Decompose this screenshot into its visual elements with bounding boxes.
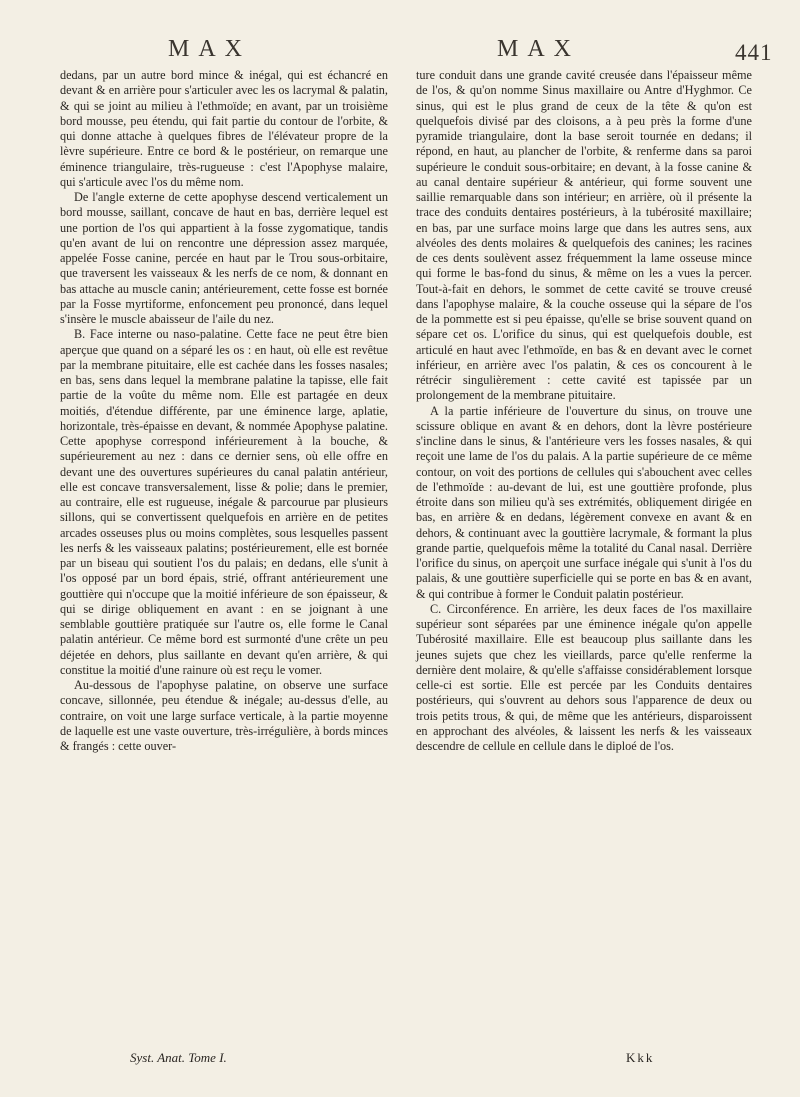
paragraph: C. Circonférence. En arrière, les deux faces de l'os maxillaire supérieur sont séparées par une éminence inégale qu'on appelle Tubérosité maxillaire. Elle est beaucoup plus saillante dans les jeunes sujets que chez les vieillards, parce qu'elle renferme la dernière dent molaire, & qu'elle s'affaisse considérablement lorsque celle-ci est sortie. Elle est percée par les Conduits dentaires postérieurs, qui s'ouvrent au dehors sous l'apparence de deux ou trois petits trous, & qui, de même que les antérieurs, disparoissent en approchant des alvéoles, & laissent les nerfs & les vaisseaux descendre de cellule en cellule dans le diploé de l'os. [416, 601, 752, 753]
paragraph: B. Face interne ou naso-palatine. Cette face ne peut être bien aperçue que quand on a séparé les os : en haut, où elle est revêtue par la membrane pituitaire, elle est cachée dans les fosses nasales; en bas, sens dans lequel la membrane palatine la tapisse, elle fait partie de la voûte du même nom. Elle est partagée en deux moitiés, d'étendue différente, par une éminence large, aplatie, horizontale, très-épaisse en devant, & nommée Apophyse palatine. Cette apophyse correspond inférieurement à la bouche, & supérieurement au nez : dans ce dernier sens, où elle offre en devant une des ouvertures supérieures du canal palatin antérieur, elle est concave transversalement, lisse & polie; dans le premier, au contraire, elle est rugueuse, inégale & parcourue par plusieurs sillons, qui se convertissent quelquefois en arrière en de petites arcades osseuses plus ou moins complètes, sous lesquelles passent les nerfs & les vaisseaux palatins; postérieurement, elle est bornée par un biseau qui soutient l'os du palais; en dedans, elle s'unit à l'os opposé par un bord épais, strié, offrant antérieurement une gouttière qui n'occupe que la moitié inférieure de son épaisseur, & qui se dirige obliquement en avant : en se joignant à une semblable gouttière pratiquée sur l'autre os, elle forme le Canal palatin antérieur. Ce même bord est surmonté d'une crête un peu déjetée en dehors, plus saillante en devant qu'en arrière, & qui constitue la moitié d'une rainure où est reçu le vomer. [60, 327, 388, 677]
signature-mark: Kkk [626, 1050, 655, 1065]
paragraph: dedans, par un autre bord mince & inégal, qui est échancré en devant & en arrière pour s'articuler avec les os lacrymal & palatin, & qui se joint au milieu à l'ethmoïde; en avant, par un troisième bord mousse, peu étendu, qui fait partie du contour de l'orbite, & qui donne attache à quelques fibres de l'élévateur propre de la lèvre supérieure. Entre ce bord & le postérieur, on remarque une éminence triangulaire, très-rugueuse : c'est l'Apophyse malaire, qui s'articule avec l'os du même nom. [60, 68, 388, 189]
page-number: 441 [735, 40, 773, 65]
paragraph: ture conduit dans une grande cavité creusée dans l'épaisseur même de l'os, & qu'on nomme Sinus maxillaire ou Antre d'Hyghmor. Ce sinus, qui est le plus grand de ceux de la tête & qu'on est quelquefois divisé par des cloisons, a à peu près la forme d'une pyramide triangulaire, dont la base seroit tournée en dedans; il répond, en haut, au plancher de l'orbite, & renferme dans sa paroi supérieure le conduit sous-orbitaire; en devant, à la fosse canine & au canal dentaire supérieur & antérieur, qui forme souvent une saillie remarquable dans son intérieur; en arrière, où il présente la trace des conduits dentaires postérieurs, à la tubérosité maxillaire; en bas, par une surface moins large que dans les autres sens, aux alvéoles des dents molaires & quelquefois des canines; les racines de ces dents soulèvent assez fréquemment la lame osseuse mince qui forme le bas-fond du sinus, & même on les a vues la percer. Tout-à-fait en dehors, le sommet de cette cavité se trouve creusé dans l'apophyse malaire, & la couche osseuse qui la sépare de l'os de la pommette est si peu épaisse, qu'elle se brise souvent quand on sépare cet os. L'orifice du sinus, qui est quelquefois double, est articulé en haut avec l'ethmoïde, en bas & en devant avec le cornet inférieur, en arrière avec l'os palatin, & ces os concourent à le rétrécir singulièrement : cette cavité est tapissée par un prolongement de la membrane pituitaire. [416, 68, 752, 403]
paragraph: Au-dessous de l'apophyse palatine, on observe une surface concave, sillonnée, peu étendue & inégale; au-dessus d'elle, au contraire, on voit une large surface verticale, à la partie moyenne de laquelle est une vaste ouverture, très-irrégulière, à bords minces & frangés : cette ouver- [60, 678, 388, 753]
left-column [60, 68, 388, 754]
right-column [416, 68, 752, 754]
footer-title: Syst. Anat. Tome I. [130, 1050, 227, 1065]
running-head-right: MAX [497, 36, 581, 62]
running-head-left: MAX [168, 36, 252, 62]
paragraph: De l'angle externe de cette apophyse descend verticalement un bord mousse, saillant, concave de haut en bas, derrière lequel est une portion de l'os qui appartient à la fosse zygomatique, tandis qu'en avant de lui on rencontre une dépression assez marquée, appelée Fosse canine, percée en haut par le Trou sous-orbitaire, que traversent les vaisseaux & les nerfs de ce nom, & donnant en bas attache au muscle canin; antérieurement, cette fosse est bornée par la Fosse myrtiforme, enfoncement peu prononcé, dans lequel s'insère le muscle abaisseur de l'aile du nez. [60, 190, 388, 326]
paragraph: A la partie inférieure de l'ouverture du sinus, on trouve une scissure oblique en avant & en dehors, dont la lèvre postérieure s'incline dans le sinus, & l'antérieure vers les fosses nasales, & qui reçoit une lame de l'os du palais. A la partie supérieure de ce même contour, on voit des portions de cellules qui s'abouchent avec celles de l'ethmoïde : au-devant de lui, est une gouttière profonde, plus étroite dans son milieu qu'à ses extrémités, obliquement dirigée en bas, en arrière & en dedans, légèrement convexe en avant & en dehors, & continuant avec la gouttière lacrymale, & formant la plus grande partie, quelquefois même la totalité du Canal nasal. Derrière l'orifice du sinus, on aperçoit une surface inégale qui s'unit à l'os du palais, & une gouttière superficielle qui se porte en bas & en avant, & qui contribue à former le Conduit palatin postérieur. [416, 403, 752, 601]
